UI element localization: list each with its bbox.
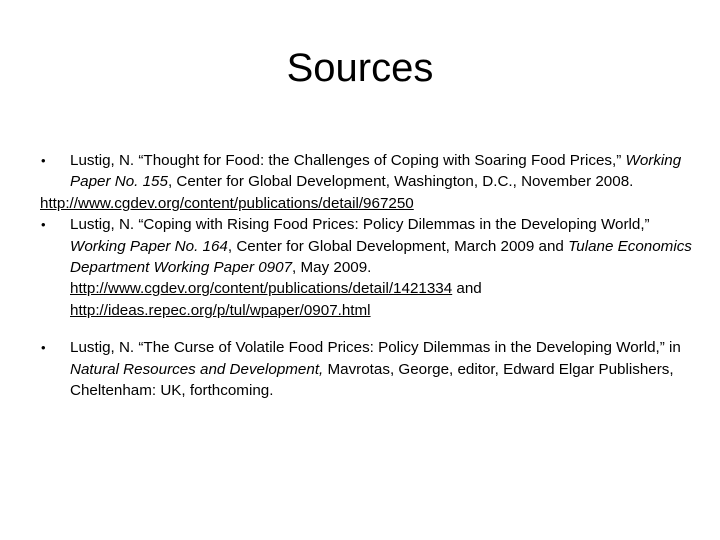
reference-text: Lustig, N. “The Curse of Volatile Food Prices: Policy Dilemmas in the Developing World,” in [70, 339, 681, 357]
reference-text: and [452, 280, 482, 298]
reference-item-1 [40, 150, 700, 214]
reference-text: Mavrotas, George, editor, Edward Elgar Publishers, Cheltenham: UK, forthcoming. [70, 360, 674, 400]
slide-title: Sources [286, 46, 434, 90]
reference-text: Lustig, N. “Coping with Rising Food Prices: Policy Dilemmas in the Developing World,” [70, 216, 650, 234]
reference-text: , May 2009. [292, 259, 372, 277]
reference-italic: Working Paper No. 155 [70, 152, 682, 191]
reference-text: , Center for Global Development, Washington, D.C., November 2008. [167, 173, 634, 191]
reference-list [40, 150, 700, 401]
reference-italic: Tulane Economics Department Working Paper 0907 [70, 237, 692, 277]
reference-url-link[interactable]: http://www.cgdev.org/content/publications/detail/967250 [40, 194, 414, 212]
spacer [40, 321, 700, 337]
bullet-icon: • [41, 217, 46, 233]
reference-italic: Working Paper No. 164 [70, 237, 228, 255]
reference-item-2 [40, 214, 700, 321]
reference-text: Lustig, N. “Thought for Food: the Challenges of Coping with Soaring Food Prices,” [70, 152, 626, 169]
reference-italic: Natural Resources and Development, [70, 360, 324, 378]
reference-url-link[interactable]: http://www.cgdev.org/content/publications/detail/1421334 [70, 280, 453, 298]
reference-url-link[interactable]: http://ideas.repec.org/p/tul/wpaper/0907.html [70, 301, 371, 319]
reference-text: , Center for Global Development, March 2009 and [227, 237, 569, 255]
reference-item-3 [40, 337, 700, 401]
bullet-icon: • [41, 153, 46, 168]
bullet-icon: • [41, 340, 46, 356]
